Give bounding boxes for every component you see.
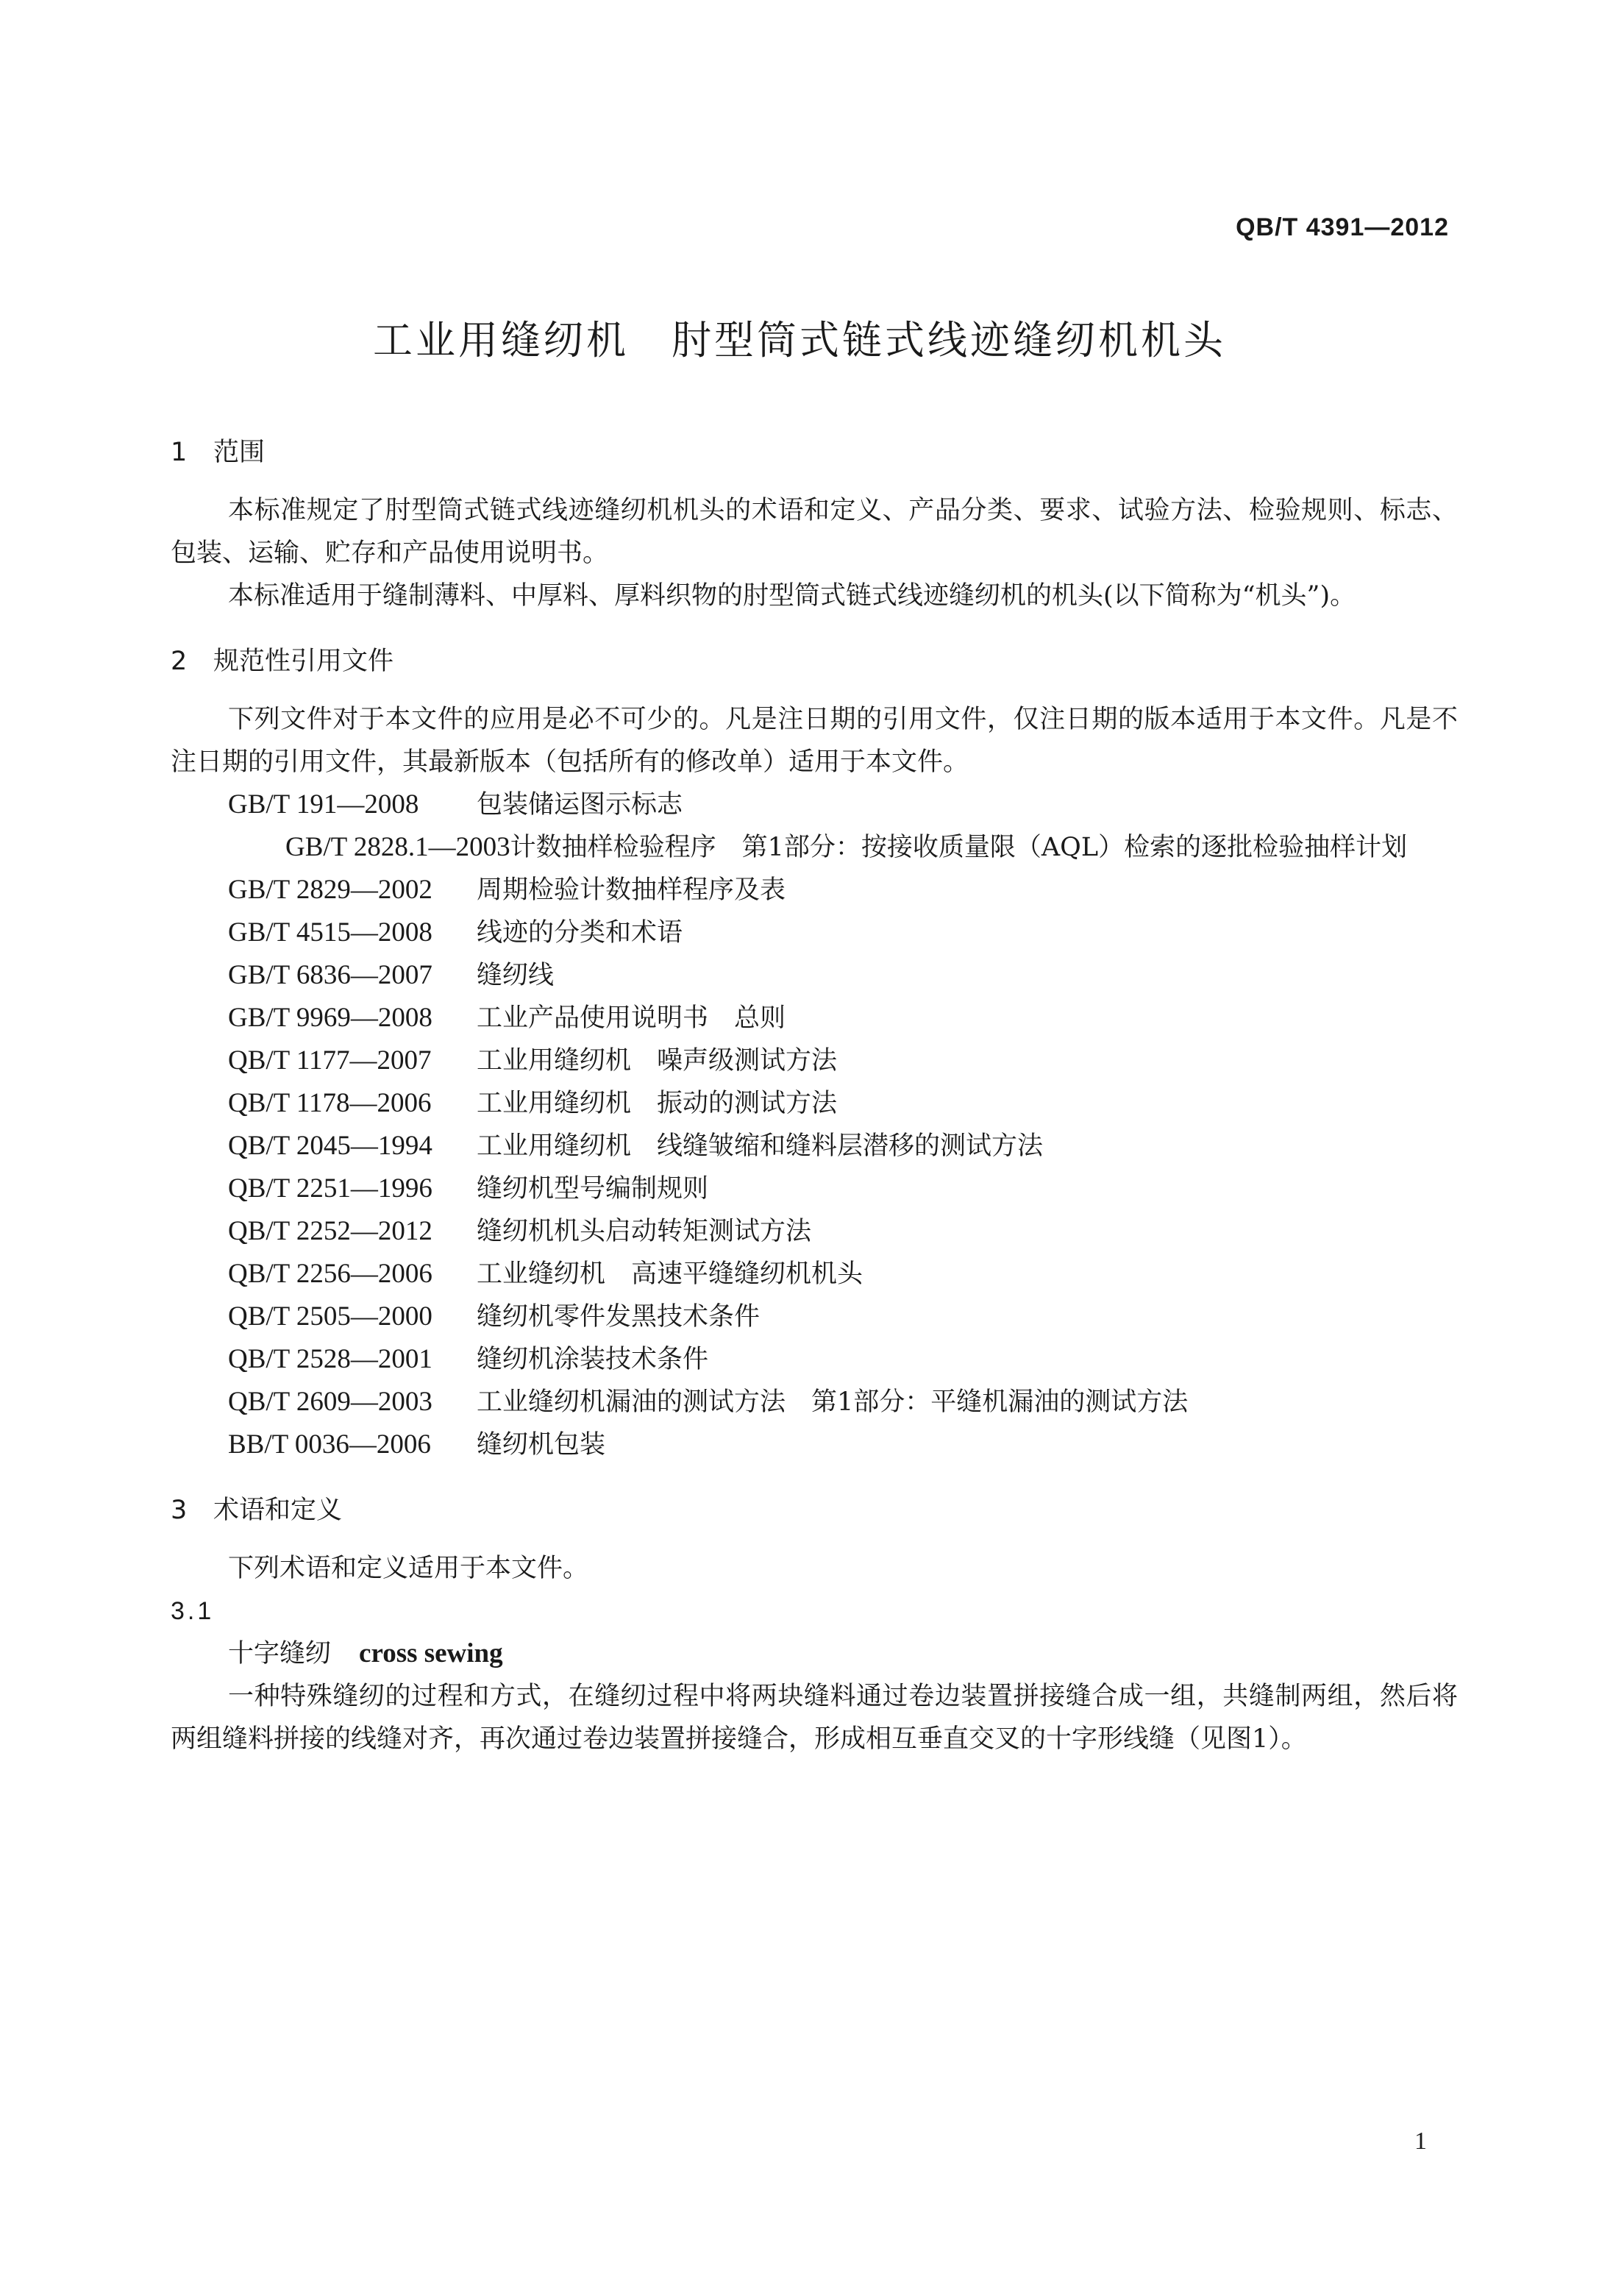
reference-item [171,911,1458,954]
reference-code: GB/T 2828.1—2003 [285,832,510,862]
reference-item [171,1210,1458,1253]
reference-item [171,1167,1458,1210]
reference-item [171,869,1458,911]
reference-code: QB/T 1178—2006 [228,1088,432,1118]
section-heading-terms-definitions [171,1488,1458,1532]
reference-title: 缝纫机型号编制规则 [477,1174,709,1204]
reference-code: GB/T 9969—2008 [228,1003,432,1033]
reference-item [171,783,1458,826]
reference-code: QB/T 2505—2000 [228,1301,432,1332]
reference-title: 缝纫机零件发黑技术条件 [477,1302,761,1332]
reference-code: QB/T 2251—1996 [228,1173,432,1204]
term-entry [171,1632,1458,1675]
reference-title: 线迹的分类和术语 [477,918,683,948]
reference-code: GB/T 191—2008 [228,789,419,820]
document-title: 工业用缝纫机 肘型筒式链式线迹缝纫机机头 [373,317,1226,363]
reference-title: 缝纫机涂装技术条件 [477,1345,709,1374]
reference-title: 包装储运图示标志 [477,790,683,820]
reference-title: 工业缝纫机漏油的测试方法 第1部分：平缝机漏油的测试方法 [477,1387,1189,1417]
reference-code: GB/T 2829—2002 [228,875,432,905]
reference-title: 缝纫线 [477,961,555,990]
reference-item [171,1253,1458,1296]
section-number: 3 [171,1496,188,1525]
scope-paragraph-2: 本标准适用于缝制薄料、中厚料、厚料织物的肘型筒式链式线迹缝纫机的机头(以下简称为“机头”)。 [228,581,1356,611]
term-definition: 一种特殊缝纫的过程和方式，在缝纫过程中将两块缝料通过卷边装置拼接缝合成一组，共缝制两组，然后将两组缝料拼接的线缝对齐，再次通过卷边装置拼接缝合，形成相互垂直交叉的十字形线缝（见图1）。 [171,1682,1458,1754]
term-english: cross sewing [359,1638,503,1668]
page-number: 1 [1414,2128,1427,2155]
reference-title: 工业用缝纫机 噪声级测试方法 [477,1046,838,1076]
reference-title: 缝纫机包装 [477,1430,606,1460]
reference-code: QB/T 2528—2001 [228,1344,432,1374]
section-title: 术语和定义 [213,1496,343,1525]
reference-item [171,954,1458,997]
reference-code: GB/T 4515—2008 [228,917,432,948]
scope-paragraph-1: 本标准规定了肘型筒式链式线迹缝纫机机头的术语和定义、产品分类、要求、试验方法、检验规则、标志、包装、运输、贮存和产品使用说明书。 [171,496,1458,568]
reference-title: 计数抽样检验程序 第1部分：按接收质量限（AQL）检索的逐批检验抽样计划 [510,833,1408,862]
reference-item [171,1125,1458,1167]
reference-code: QB/T 2252—2012 [228,1216,432,1246]
reference-item [171,1082,1458,1125]
section-title: 规范性引用文件 [213,647,394,676]
reference-code: QB/T 2256—2006 [228,1259,432,1289]
section-title: 范围 [213,438,266,467]
section-heading-scope [171,430,1458,475]
subclause-number: 3.1 [171,1597,215,1625]
reference-code: GB/T 6836—2007 [228,960,432,990]
reference-list [171,783,1458,1466]
reference-code: QB/T 2609—2003 [228,1387,432,1417]
standard-code: QB/T 4391—2012 [1236,213,1449,241]
reference-item [171,997,1458,1039]
reference-item [171,1296,1458,1338]
reference-code: QB/T 2045—1994 [228,1131,432,1161]
reference-title: 工业缝纫机 高速平缝缝纫机机头 [477,1259,863,1289]
document-body [171,430,1458,1760]
section-heading-normative-references [171,639,1458,683]
term-chinese: 十字缝纫 [228,1639,332,1668]
section-number: 2 [171,647,188,676]
reference-item [171,1338,1458,1381]
reference-title: 工业用缝纫机 振动的测试方法 [477,1089,838,1118]
terms-intro: 下列术语和定义适用于本文件。 [228,1554,589,1583]
references-intro: 下列文件对于本文件的应用是必不可少的。凡是注日期的引用文件，仅注日期的版本适用于本文件。凡是不注日期的引用文件，其最新版本（包括所有的修改单）适用于本文件。 [171,705,1458,777]
reference-item [171,1424,1458,1466]
reference-title: 周期检验计数抽样程序及表 [477,875,786,905]
section-number: 1 [171,438,188,467]
reference-item [171,1381,1458,1424]
reference-code: QB/T 1177—2007 [228,1045,432,1076]
reference-title: 缝纫机机头启动转矩测试方法 [477,1217,812,1246]
reference-item [171,1039,1458,1082]
reference-item [171,826,1458,869]
reference-code: BB/T 0036—2006 [228,1429,431,1460]
reference-title: 工业产品使用说明书 总则 [477,1003,786,1033]
reference-title: 工业用缝纫机 线缝皱缩和缝料层潜移的测试方法 [477,1131,1044,1161]
